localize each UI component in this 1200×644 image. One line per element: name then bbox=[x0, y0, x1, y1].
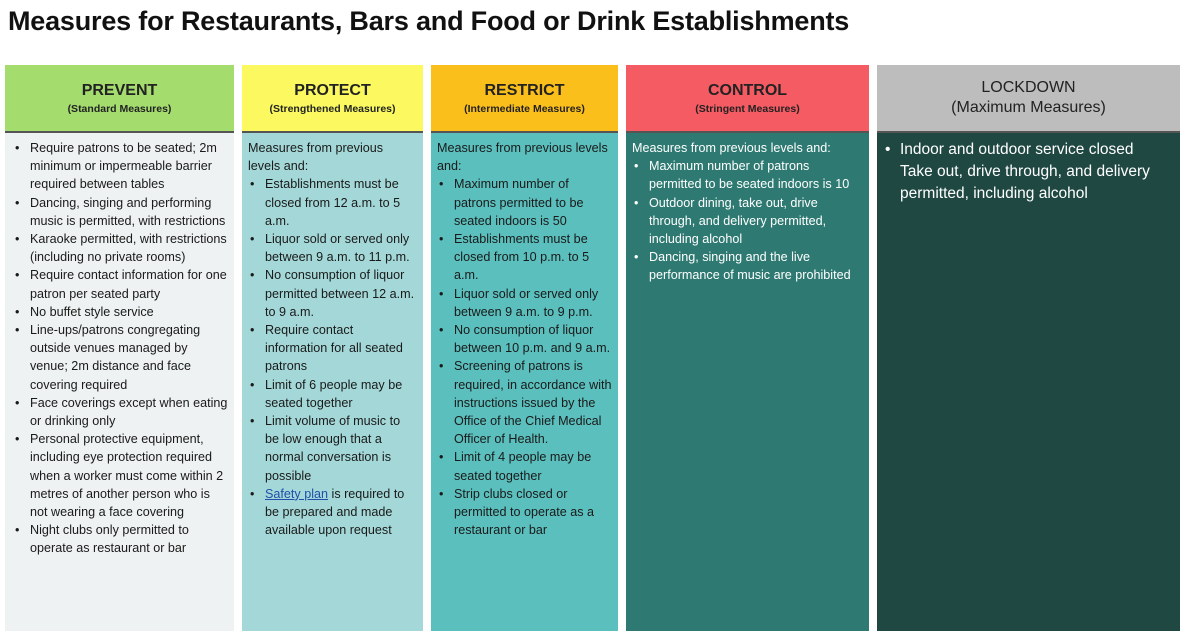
list-item: • Line-ups/patrons congregating outside venues managed by venue; 2m distance and face covering required bbox=[13, 321, 228, 394]
column-subtitle: (Stringent Measures) bbox=[695, 102, 800, 115]
list-item: • Establishments must be closed from 10 p.m. to 5 a.m. bbox=[437, 230, 612, 285]
column-subtitle: (Maximum Measures) bbox=[951, 99, 1106, 116]
column-subtitle: (Intermediate Measures) bbox=[464, 102, 585, 115]
column-header-protect bbox=[242, 65, 423, 133]
list-item: • No consumption of liquor permitted between 12 a.m. to 9 a.m. bbox=[248, 266, 417, 321]
intro-text: Measures from previous levels and: bbox=[248, 141, 384, 174]
column-protect bbox=[242, 65, 423, 625]
list-item bbox=[248, 485, 417, 540]
column-title: PROTECT bbox=[294, 81, 371, 99]
list-item: • Strip clubs closed or permitted to operate as a restaurant or bar bbox=[437, 485, 612, 540]
list-item: • Liquor sold or served only between 9 a.m. to 11 p.m. bbox=[248, 230, 417, 266]
column-title: LOCKDOWN bbox=[981, 79, 1076, 96]
column-header-prevent bbox=[5, 65, 234, 133]
list-item: • Require contact information for all seated patrons bbox=[248, 321, 417, 376]
list-item: • Outdoor dining, take out, drive through, and delivery permitted, including alcohol bbox=[632, 194, 863, 249]
column-header-lockdown bbox=[877, 65, 1180, 133]
measure-list bbox=[13, 139, 228, 558]
list-item-text: is required to be prepared and made available upon request bbox=[265, 486, 405, 538]
measure-list bbox=[437, 175, 612, 539]
column-title: CONTROL bbox=[707, 81, 788, 99]
column-title: PREVENT bbox=[81, 81, 158, 99]
column-body-protect bbox=[242, 133, 423, 631]
list-item: • Maximum number of patrons permitted to be seated indoors is 10 bbox=[632, 157, 863, 193]
list-item: • Face coverings except when eating or drinking only bbox=[13, 394, 228, 430]
list-item: • Maximum number of patrons permitted to be seated indoors is 50 bbox=[437, 175, 612, 230]
list-item-continuation: Take out, drive through, and delivery permitted, including alcohol bbox=[900, 163, 1150, 202]
list-item: • Dancing, singing and the live performance of music are prohibited bbox=[632, 248, 863, 284]
list-item: • No consumption of liquor between 10 p.m. and 9 a.m. bbox=[437, 321, 612, 357]
measure-list bbox=[632, 157, 863, 284]
column-prevent bbox=[5, 65, 234, 625]
column-restrict bbox=[431, 65, 618, 625]
list-item: • Screening of patrons is required, in accordance with instructions issued by the Office of the Chief Medical Officer of Health. bbox=[437, 357, 612, 448]
column-subtitle: (Strengthened Measures) bbox=[269, 102, 396, 115]
column-control bbox=[626, 65, 869, 625]
list-item: • Liquor sold or served only between 9 a.m. to 9 p.m. bbox=[437, 285, 612, 321]
measure-list bbox=[883, 139, 1174, 161]
page-title: Measures for Restaurants, Bars and Food or Drink Establishments bbox=[8, 6, 850, 36]
list-item: • Require contact information for one patron per seated party bbox=[13, 266, 228, 302]
list-item: • Night clubs only permitted to operate as restaurant or bar bbox=[13, 521, 228, 557]
column-header-restrict bbox=[431, 65, 618, 133]
column-body-control bbox=[626, 133, 869, 631]
measure-list bbox=[248, 175, 417, 539]
list-item: • Indoor and outdoor service closed bbox=[883, 139, 1174, 161]
list-item: • Limit of 4 people may be seated together bbox=[437, 448, 612, 484]
list-item: • No buffet style service bbox=[13, 303, 228, 321]
column-header-control bbox=[626, 65, 869, 133]
column-subtitle: (Standard Measures) bbox=[67, 102, 172, 115]
safety-plan-link[interactable]: Safety plan bbox=[265, 486, 329, 501]
list-item: • Establishments must be closed from 12 a.m. to 5 a.m. bbox=[248, 175, 417, 230]
list-item: • Karaoke permitted, with restrictions (including no private rooms) bbox=[13, 230, 228, 266]
intro-text: Measures from previous levels and: bbox=[437, 141, 608, 174]
column-body-restrict bbox=[431, 133, 618, 631]
column-lockdown bbox=[877, 65, 1180, 625]
list-item: • Limit volume of music to be low enough that a normal conversation is possible bbox=[248, 412, 417, 485]
list-item: • Personal protective equipment, including eye protection required when a worker must come within 2 metres of another person who is not wearing a face covering bbox=[13, 430, 228, 521]
list-item: • Limit of 6 people may be seated together bbox=[248, 376, 417, 412]
column-body-prevent bbox=[5, 133, 234, 631]
column-body-lockdown bbox=[877, 133, 1180, 631]
list-item: • Dancing, singing and performing music is permitted, with restrictions bbox=[13, 194, 228, 230]
column-title: RESTRICT bbox=[484, 81, 565, 99]
intro-text: Measures from previous levels and: bbox=[632, 141, 831, 155]
list-item: • Require patrons to be seated; 2m minimum or impermeable barrier required between tables bbox=[13, 139, 228, 194]
